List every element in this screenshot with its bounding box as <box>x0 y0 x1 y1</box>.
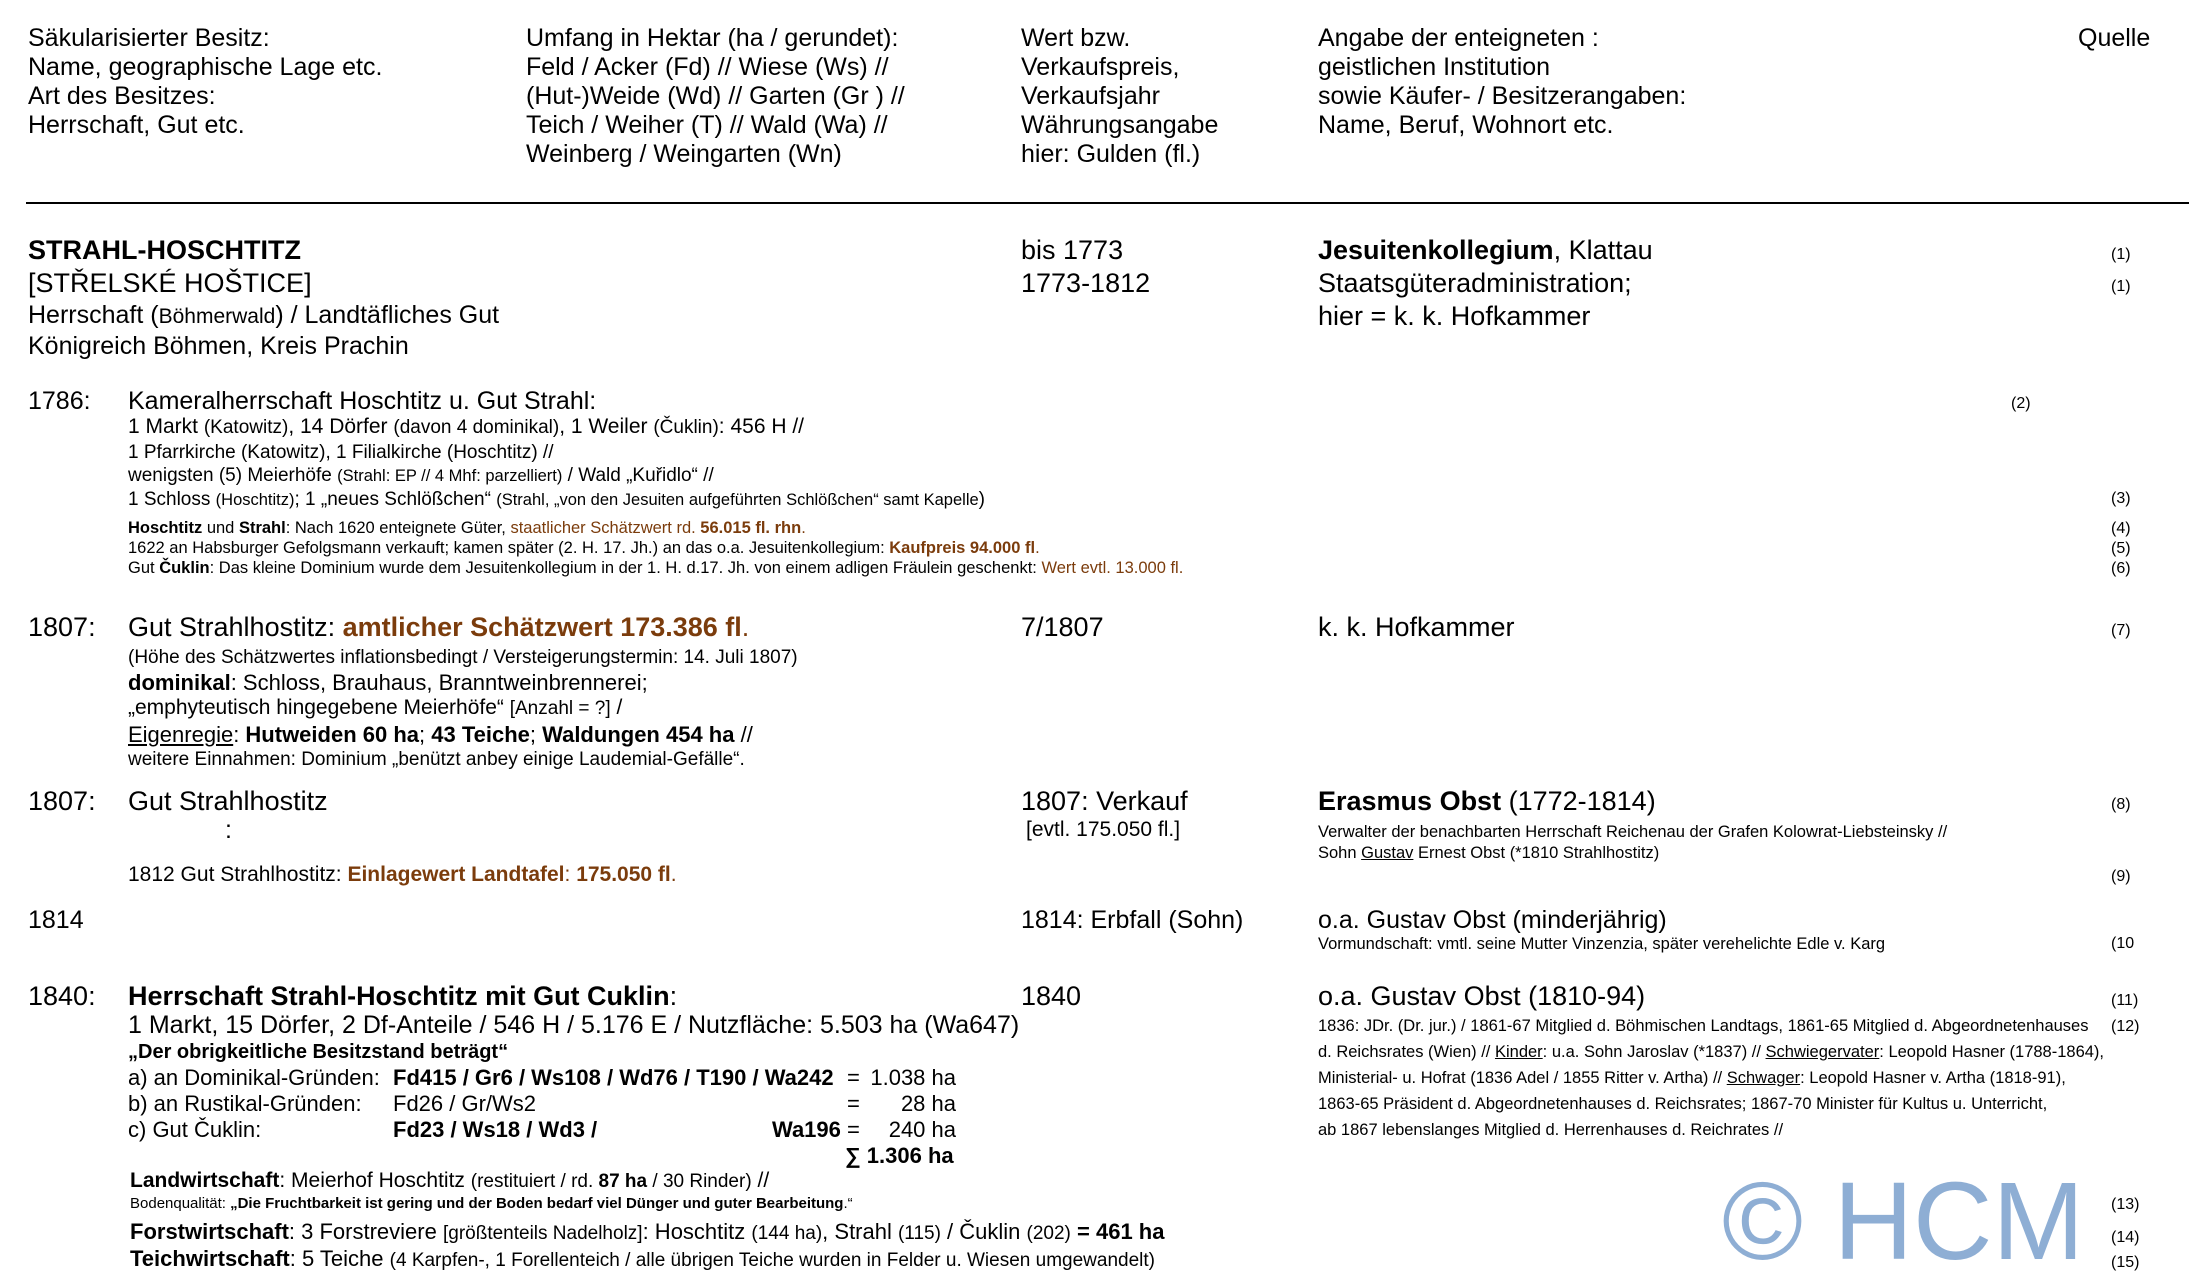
header-text: (Hut-)Weide (Wd) // Garten (Gr ) // <box>526 82 905 110</box>
owner-note: 1836: JDr. (Dr. jur.) / 1861-67 Mitglied d. Böhmischen Landtags, 1861-65 Mitglied d. Abgeordnetenhauses <box>1318 1017 2089 1035</box>
header-text: Weinberg / Weingarten (Wn) <box>526 140 842 168</box>
source-ref: (1) <box>2111 246 2131 263</box>
owner-3: hier = k. k. Hofkammer <box>1318 301 1591 331</box>
header-text: Säkularisierter Besitz: <box>28 24 270 52</box>
owner-note: d. Reichsrates (Wien) // Kinder: u.a. Sohn Jaroslav (*1837) // Schwiegervater: Leopold Hasner (1788-1864), <box>1318 1043 2105 1061</box>
source-ref: (15) <box>2111 1254 2140 1271</box>
entry-owner: o.a. Gustav Obst (minderjährig) <box>1318 906 1667 934</box>
source-ref: (3) <box>2111 490 2131 507</box>
estate-region: Königreich Böhmen, Kreis Prachin <box>28 332 409 360</box>
copyright-watermark: © HCM <box>1722 1160 2085 1283</box>
entry-line: (Höhe des Schätzwertes inflationsbedingt / Versteigerungstermin: 14. Juli 1807) <box>128 647 798 668</box>
owner-note: Ministerial- u. Hofrat (1836 Adel / 1855 Ritter v. Artha) // Schwager: Leopold Hasner v. Artha (1818-91), <box>1318 1069 2066 1087</box>
area-equals: = <box>847 1117 860 1142</box>
entry-date: 7/1807 <box>1021 612 1104 642</box>
header-divider <box>26 202 2189 204</box>
owner-note: Vormundschaft: vmtl. seine Mutter Vinzenzia, später verehelichte Edle v. Karg <box>1318 935 1886 953</box>
entry-date: 1840 <box>1021 981 1082 1011</box>
owner-note: Verwalter der benachbarten Herrschaft Reichenau der Grafen Kolowrat-Liebsteinsky // <box>1318 823 1948 841</box>
entry-year: 1814 <box>28 906 84 934</box>
note-line: Gut Čuklin: Das kleine Dominium wurde dem Jesuitenkollegium in der 1. H. d.17. Jh. von einem adligen Fräulein geschenkt: Wert evtl. 13.000 fl. <box>128 559 1184 577</box>
entry-year: 1807: <box>28 612 96 642</box>
owner-2: Staatsgüteradministration; <box>1318 268 1632 298</box>
entry-heading: Kameralherrschaft Hoschtitz u. Gut Strahl: <box>128 387 597 415</box>
entry-colon: : <box>225 816 232 844</box>
entry-line: Forstwirtschaft: 3 Forstreviere [größtenteils Nadelholz]: Hoschtitz (144 ha), Strahl (115) / Čuklin (202) = 461 ha <box>130 1219 1165 1244</box>
entry-line: 1 Schloss (Hoschtitz); 1 „neues Schlößchen“ (Strahl, „von den Jesuiten aufgeführten Schlößchen“ samt Kapelle) <box>128 489 985 510</box>
source-ref: (7) <box>2111 622 2131 639</box>
entry-heading: Gut Strahlhostitz <box>128 786 328 816</box>
entry-line: „emphyteutisch hingegebene Meierhöfe“ [Anzahl = ?] / <box>128 696 623 719</box>
entry-line: Bodenqualität: „Die Fruchtbarkeit ist gering und der Boden bedarf viel Dünger und guter Bearbeitung.“ <box>130 1195 853 1212</box>
source-ref: (6) <box>2111 560 2131 577</box>
source-ref: (4) <box>2111 520 2131 537</box>
entry-line: 1812 Gut Strahlhostitz: Einlagewert Landtafel: 175.050 fl. <box>128 863 677 886</box>
header-text: Herrschaft, Gut etc. <box>28 111 245 139</box>
area-sum: 1.038 ha <box>870 1065 956 1090</box>
area-values: Wa196 <box>772 1117 841 1142</box>
source-ref: (8) <box>2111 796 2131 813</box>
entry-value: [evtl. 175.050 fl.] <box>1026 818 1181 841</box>
period-2: 1773-1812 <box>1021 268 1151 298</box>
entry-line: 1 Pfarrkirche (Katowitz), 1 Filialkirche (Hoschtitz) // <box>128 442 554 463</box>
entry-heading: Gut Strahlhostitz: amtlicher Schätzwert 173.386 fl. <box>128 612 750 642</box>
header-text: Umfang in Hektar (ha / gerundet): <box>526 24 899 52</box>
entry-line: Eigenregie: Hutweiden 60 ha; 43 Teiche; Waldungen 454 ha // <box>128 722 753 747</box>
note-line: 1622 an Habsburger Gefolgsmann verkauft; kamen später (2. H. 17. Jh.) an das o.a. Jesuitenkollegium: Kaufpreis 94.000 fl. <box>128 539 1040 557</box>
entry-line: Teichwirtschaft: 5 Teiche (4 Karpfen-, 1 Forellenteich / alle übrigen Teiche wurden in Felder u. Wiesen umgewandelt) <box>130 1246 1155 1271</box>
area-label: a) an Dominikal-Gründen: <box>128 1065 380 1090</box>
header-text: sowie Käufer- / Besitzerangaben: <box>1318 82 1687 110</box>
area-equals: = <box>847 1065 860 1090</box>
owner-note: ab 1867 lebenslanges Mitglied d. Herrenhauses d. Reichrates // <box>1318 1121 1784 1139</box>
entry-line: Landwirtschaft: Meierhof Hoschtitz (restituiert / rd. 87 ha / 30 Rinder) // <box>130 1169 770 1192</box>
header-text: Name, Beruf, Wohnort etc. <box>1318 111 1614 139</box>
source-ref: (14) <box>2111 1229 2140 1246</box>
header-text: Währungsangabe <box>1021 111 1219 139</box>
entry-line: dominikal: Schloss, Brauhaus, Branntweinbrennerei; <box>128 670 648 695</box>
header-text: Name, geographische Lage etc. <box>28 53 383 81</box>
entry-heading: Herrschaft Strahl-Hoschtitz mit Gut Cuklin: <box>128 981 678 1011</box>
source-ref: (1) <box>2111 278 2131 295</box>
area-values: Fd23 / Ws18 / Wd3 / <box>393 1117 598 1142</box>
area-values: Fd26 / Gr/Ws2 <box>393 1091 537 1116</box>
estate-czech-name: [STŘELSKÉ HOŠTICE] <box>28 268 312 298</box>
header-text: Teich / Weiher (T) // Wald (Wa) // <box>526 111 888 139</box>
header-text: Angabe der enteigneten : <box>1318 24 1599 52</box>
header-text: geistlichen Institution <box>1318 53 1551 81</box>
source-ref: (11) <box>2111 992 2139 1009</box>
entry-date: 1814: Erbfall (Sohn) <box>1021 906 1244 934</box>
header-text: Feld / Acker (Fd) // Wiese (Ws) // <box>526 53 889 81</box>
estate-title: STRAHL-HOSCHTITZ <box>28 235 301 265</box>
source-ref: (13) <box>2111 1196 2140 1213</box>
estate-type: Herrschaft (Böhmerwald) / Landtäfliches Gut <box>28 301 500 329</box>
period-1: bis 1773 <box>1021 235 1124 265</box>
entry-line: 1 Markt (Katowitz), 14 Dörfer (davon 4 dominikal), 1 Weiler (Čuklin): 456 H // <box>128 415 805 438</box>
area-label: c) Gut Čuklin: <box>128 1117 262 1142</box>
note-line: Hoschtitz und Strahl: Nach 1620 enteignete Güter, staatlicher Schätzwert rd. 56.015 fl. rhn. <box>128 519 806 537</box>
entry-quote: „Der obrigkeitliche Besitzstand beträgt“ <box>128 1041 509 1063</box>
area-equals: = <box>847 1091 860 1116</box>
area-values: Fd415 / Gr6 / Ws108 / Wd76 / T190 / Wa242 <box>393 1065 834 1090</box>
entry-year: 1786: <box>28 387 91 415</box>
entry-year: 1807: <box>28 786 96 816</box>
source-ref: (10 <box>2111 935 2135 952</box>
header-text: Wert bzw. <box>1021 24 1131 52</box>
owner-note: 1863-65 Präsident d. Abgeordnetenhauses d. Reichsrates; 1867-70 Minister für Kultus u. Unterricht, <box>1318 1095 2048 1113</box>
entry-owner: o.a. Gustav Obst (1810-94) <box>1318 981 1646 1011</box>
area-sum: 240 ha <box>888 1117 956 1142</box>
header-text: Verkaufsjahr <box>1021 82 1160 110</box>
area-total: ∑ 1.306 ha <box>845 1143 954 1168</box>
area-sum: 28 ha <box>900 1091 956 1116</box>
source-ref: (9) <box>2111 868 2131 885</box>
source-ref: (12) <box>2111 1018 2140 1035</box>
entry-owner: k. k. Hofkammer <box>1318 612 1515 642</box>
area-label: b) an Rustikal-Gründen: <box>128 1091 362 1116</box>
header-source: Quelle <box>2078 24 2151 52</box>
source-ref: (5) <box>2111 540 2131 557</box>
entry-date: 1807: Verkauf <box>1021 786 1188 816</box>
entry-line: wenigsten (5) Meierhöfe (Strahl: EP // 4 Mhf: parzelliert) / Wald „Kuřidlo“ // <box>128 465 714 486</box>
owner-1: Jesuitenkollegium, Klattau <box>1318 235 1653 265</box>
entry-owner: Erasmus Obst (1772-1814) <box>1318 786 1656 816</box>
header-text: Art des Besitzes: <box>28 82 216 110</box>
entry-line: 1 Markt, 15 Dörfer, 2 Df-Anteile / 546 H / 5.176 E / Nutzfläche: 5.503 ha (Wa647) <box>128 1011 1020 1039</box>
header-text: Verkaufspreis, <box>1021 53 1180 81</box>
header-text: hier: Gulden (fl.) <box>1021 140 1201 168</box>
source-ref: (2) <box>2011 395 2031 412</box>
entry-year: 1840: <box>28 981 96 1011</box>
entry-line: weitere Einnahmen: Dominium „benützt anbey einige Laudemial-Gefälle“. <box>128 749 745 770</box>
owner-note: Sohn Gustav Ernest Obst (*1810 Strahlhostitz) <box>1318 844 1660 862</box>
